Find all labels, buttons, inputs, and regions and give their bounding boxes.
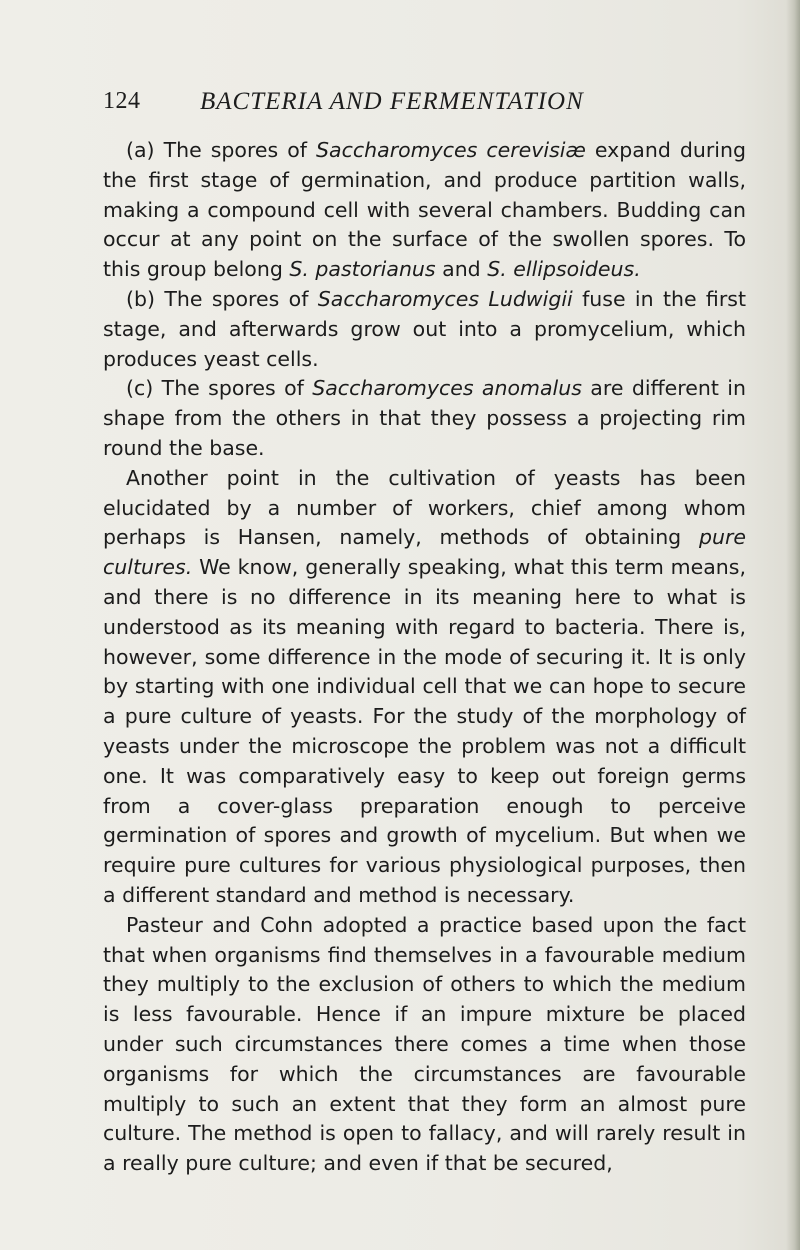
list-marker: (b) xyxy=(126,286,156,311)
page-edge-shadow xyxy=(786,0,800,1250)
paragraph-c xyxy=(103,374,746,463)
paragraph-pasteur-cohn xyxy=(103,911,746,1179)
paragraph-text: We know, generally speaking, what this term means, and there is no difference in its meaning here to what is understood as its meaning with regard to bacteria. There is, however, some difference in the mode of securing it. It is only by starting with one individual cell that we can hope to secure a pure culture of yeasts. For the study of the morphology of yeasts under the microscope the problem was not a difficult one. It was comparatively easy to keep out foreign germs from a cover-glass preparation enough to perceive germination of spores and growth of mycelium. But when we require pure cultures for various physiological purposes, then a different standard and method is necessary. xyxy=(103,555,746,907)
paragraph-text: are different in shape from the others in that they possess a projecting rim round the base. xyxy=(103,376,746,460)
species-name: S. pastorianus xyxy=(289,257,436,282)
running-title: BACTERIA AND FERMENTATION xyxy=(200,88,584,115)
page-header xyxy=(103,88,663,124)
paragraph-text: fuse in the first stage, and afterwards grow out into a promycelium, which produces yeast cells. xyxy=(103,286,746,371)
species-name: Saccharomyces Ludwigii xyxy=(317,286,573,311)
list-marker: (c) xyxy=(126,376,154,401)
paragraph-text: Pasteur and Cohn adopted a practice based upon the fact that when organisms find themselves in a favourable medium they multiply to the exclusion of others to which the medium is less favourable. Hence if an impure mixture be placed under such circumstances there comes a time when those organisms for which the circumstances are favourable multiply to such an extent that they form an almost pure culture. The method is open to fallacy, and will rarely result in a really pure culture; and even if that be secured, xyxy=(103,912,746,1176)
paragraph-text: The spores of xyxy=(154,138,317,162)
paragraph-pure-cultures xyxy=(103,464,746,911)
page-number: 124 xyxy=(103,88,141,114)
paragraph-text: The spores of xyxy=(155,286,318,311)
paragraph-text: Another point in the cultivation of yeasts has been elucidated by a number of workers, chief among whom perhaps is Hansen, namely, methods of obtaining xyxy=(103,465,746,550)
emphasis-term: pure cultures. xyxy=(103,525,746,580)
body-text xyxy=(103,136,746,1179)
list-marker: (a) xyxy=(126,138,155,162)
species-name: S. ellipsoideus. xyxy=(487,257,641,282)
paragraph-text: and xyxy=(435,257,488,282)
paragraph-a xyxy=(103,136,746,285)
species-name: Saccharomyces anomalus xyxy=(312,376,582,401)
paragraph-text: expand during the first stage of germination, and produce partition walls, making a compound cell with several chambers. Budding can occur at any point on the surface of the swollen spores. To this group belong xyxy=(103,138,746,282)
species-name: Saccharomyces cerevisiæ xyxy=(316,138,586,162)
paragraph-b xyxy=(103,285,746,374)
paragraph-text: The spores of xyxy=(153,376,313,401)
